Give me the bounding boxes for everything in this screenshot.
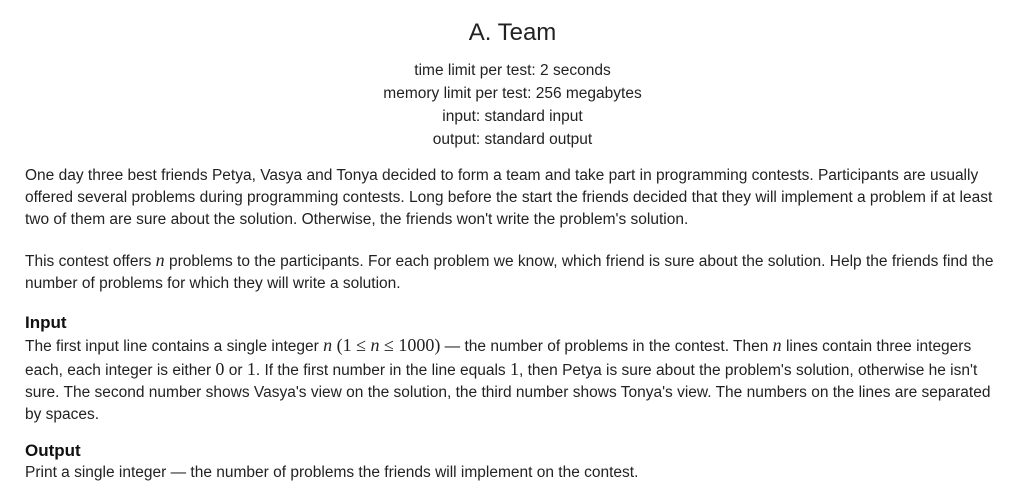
- math-one: 1: [246, 359, 256, 379]
- text: This contest offers: [25, 253, 156, 270]
- problem-header: [25, 0, 1000, 151]
- problem-title: A. Team: [468, 19, 557, 46]
- memory-limit: memory limit per test: 256 megabytes: [383, 85, 642, 102]
- output-description: Print a single integer — the number of problems the friends will implement on the contest.: [25, 464, 639, 481]
- input-file: input: standard input: [442, 108, 583, 125]
- time-limit: time limit per test: 2 seconds: [414, 62, 611, 79]
- input-specification: [25, 312, 1000, 426]
- math-variable-n: n: [323, 335, 333, 355]
- output-file: output: standard output: [432, 131, 593, 148]
- text: , then Petya is sure about the problem's solution, otherwise he isn't sure. The second number shows Vasya's view on the solution, the third number shows Tonya's view. The numbers on the lines are separated by spaces.: [25, 362, 991, 423]
- math-variable-n: n: [155, 250, 165, 270]
- math-variable-n: n: [772, 335, 782, 355]
- input-description: [25, 334, 1000, 426]
- text: lines contain three integers each, each integer is either: [25, 338, 972, 379]
- text: — the number of problems in the contest. Then: [440, 338, 773, 355]
- legend-paragraph-2: [25, 249, 1000, 295]
- problem-statement: [25, 0, 1000, 484]
- math-one: 1: [510, 359, 519, 379]
- math-variable-n: n: [370, 335, 380, 355]
- problem-body: [25, 165, 1000, 484]
- output-section-title: Output: [25, 441, 81, 460]
- math-constraint-open: (1 ≤: [332, 335, 371, 355]
- math-constraint-close: ≤ 1000): [379, 335, 441, 355]
- input-section-title: Input: [25, 313, 67, 332]
- text: or: [224, 362, 247, 379]
- legend-paragraph-1: One day three best friends Petya, Vasya and Tonya decided to form a team and take part in programming contests. Participants are usually offered several problems during programming contests. Long before the start the friends decided that they will implement a problem if at least two of them are sure about the solution. Otherwise, the friends won't write the problem's solution.: [25, 167, 993, 228]
- text: problems to the participants. For each problem we know, which friend is sure about the solution. Help the friends find the number of problems for which they will write a solution.: [25, 253, 994, 292]
- output-specification: [25, 440, 1000, 484]
- text: . If the first number in the line equals: [255, 362, 510, 379]
- problem-limits: [25, 59, 1000, 151]
- text: The first input line contains a single integer: [25, 338, 324, 355]
- math-zero: 0: [215, 359, 225, 379]
